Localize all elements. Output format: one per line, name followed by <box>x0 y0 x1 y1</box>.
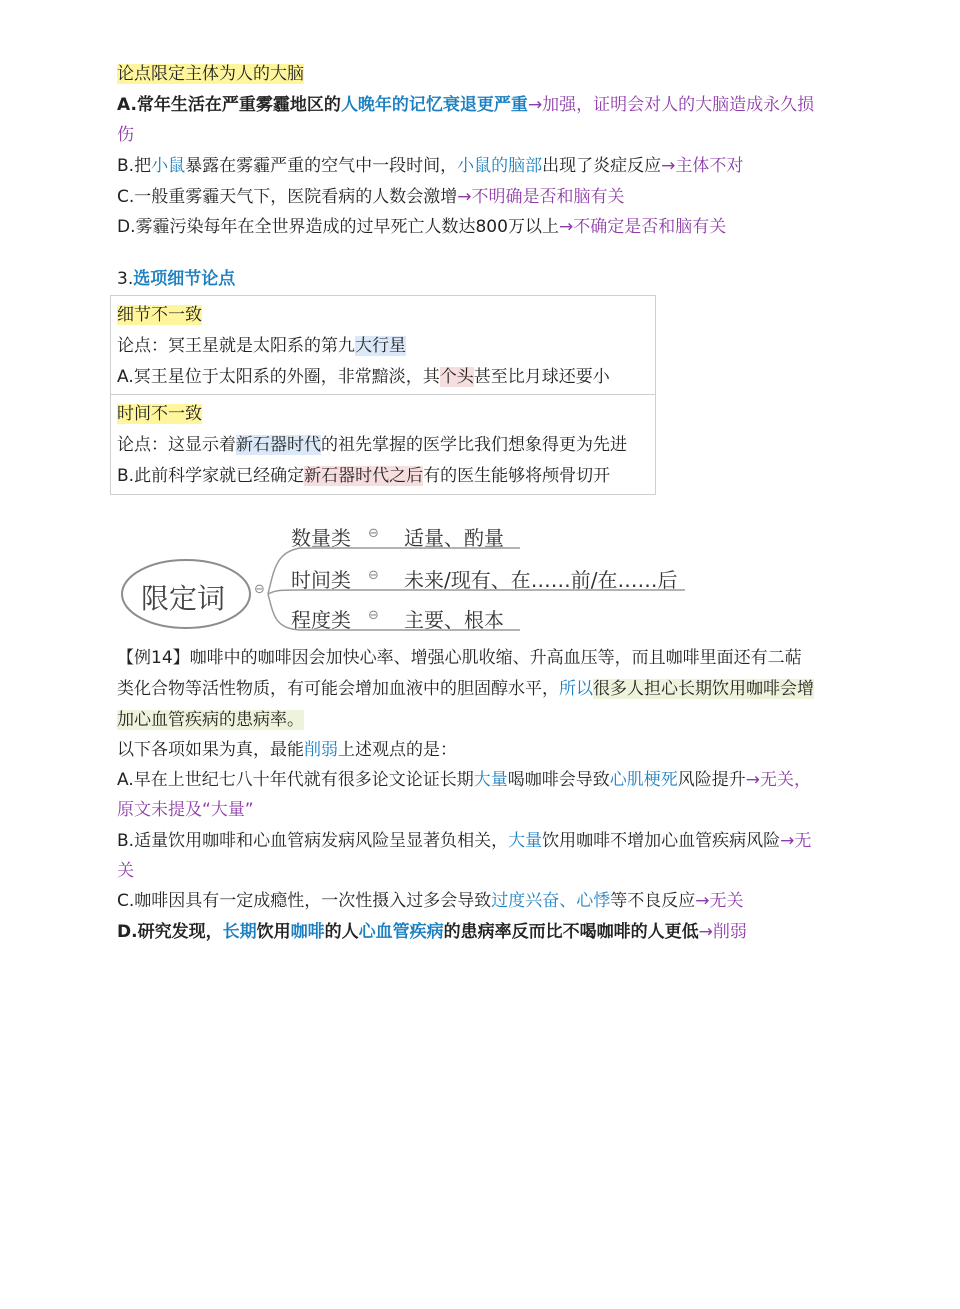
analysis-note: →主体不对 <box>661 156 744 176</box>
analysis-note: →无 <box>780 831 812 851</box>
option-text: D.雾霾污染每年在全世界造成的过早死亡人数达800万以上 <box>117 217 559 237</box>
ex-option-a-line2 <box>117 797 254 823</box>
ex-option-a-line1 <box>117 767 811 793</box>
argument-text: 的祖先掌握的医学比我们想象得更为先进 <box>321 435 627 455</box>
example-stem-line3 <box>117 707 304 733</box>
analysis-note: 关 <box>117 861 134 881</box>
argument-text: 论点：冥王星就是太阳系的第九 <box>117 336 355 356</box>
table-row <box>111 296 655 394</box>
keyword: 小鼠 <box>151 156 186 176</box>
highlight-term: 大行星 <box>355 336 406 356</box>
option-text: 喝咖啡会导致 <box>507 770 610 790</box>
highlight-term: 新石器时代 <box>236 435 321 455</box>
keyword: 大量 <box>508 831 543 851</box>
row-label <box>117 302 202 328</box>
option-text: 饮用咖啡不增加心血管疾病风险 <box>542 831 781 851</box>
analysis-note: 伤 <box>117 125 134 145</box>
keyword: 大量 <box>473 770 508 790</box>
row-label-text: 细节不一致 <box>117 305 202 325</box>
row-label-text: 时间不一致 <box>117 404 202 424</box>
row-label <box>117 401 202 427</box>
collapse-icon[interactable]: ⊖ <box>368 608 379 623</box>
branch-degree-items: 主要、根本 <box>404 608 504 632</box>
option-text: 风险提升 <box>677 770 746 790</box>
highlight-term: 个头 <box>439 367 474 387</box>
option-a-line2 <box>117 122 134 148</box>
option-text: B.把 <box>117 156 152 176</box>
option-text: A.冥王星位于太阳系的外圈，非常黯淡，其 <box>117 367 440 387</box>
option-text: 饮用 <box>256 922 291 942</box>
keyword: 长期 <box>222 922 257 942</box>
question-text: 上述观点的是： <box>338 740 457 760</box>
table-row <box>111 394 655 494</box>
conclusion-highlight: 加心血管疾病的患病率。 <box>117 710 304 730</box>
ex-option-d <box>117 919 747 945</box>
keyword: 所以 <box>559 679 593 699</box>
option-text: 甚至比月球还要小 <box>473 367 610 387</box>
detail-table <box>110 295 656 495</box>
branch-quantity-items: 适量、酌量 <box>404 526 504 550</box>
option-b <box>117 153 743 179</box>
question-text: 以下各项如果为真，最能 <box>117 740 304 760</box>
option-text: 出现了炎症反应 <box>542 156 662 176</box>
branch-degree-label: 程度类 <box>291 608 351 632</box>
option-text: 暴露在雾霾严重的空气中一段时间， <box>185 156 458 176</box>
option-text: 的人 <box>324 922 359 942</box>
keyword: 小鼠的脑部 <box>457 156 543 176</box>
option-text: C.咖啡因具有一定成瘾性，一次性摄入过多会导致 <box>117 891 492 911</box>
option-a-line1 <box>117 92 814 118</box>
branch-time-items: 未来/现有、在……前/在……后 <box>404 568 678 592</box>
option-text: 的患病率反而比不喝咖啡的人更低 <box>443 922 699 942</box>
argument-line <box>117 432 627 458</box>
example-stem-line2 <box>117 676 814 702</box>
example-stem-line1 <box>117 645 802 671</box>
collapse-icon[interactable]: ⊖ <box>368 526 379 541</box>
section-number: 3. <box>117 269 134 289</box>
keyword: 心肌梗死 <box>609 770 678 790</box>
root-collapse-icon[interactable]: ⊖ <box>254 582 265 597</box>
analysis-note: →不确定是否和脑有关 <box>558 217 727 237</box>
keyword: 人晚年的记忆衰退更严重 <box>340 95 528 115</box>
analysis-note: →削弱 <box>698 922 747 942</box>
ex-option-c <box>117 888 744 914</box>
option-c <box>117 184 625 210</box>
option-d <box>117 214 726 240</box>
keyword: 过度兴奋、心悸 <box>491 891 611 911</box>
argument-text: 论点：这显示着 <box>117 435 236 455</box>
analysis-note: →无关， <box>745 770 811 790</box>
option-text: B.适量饮用咖啡和心血管病发病风险呈显著负相关， <box>117 831 509 851</box>
branch-quantity-label: 数量类 <box>291 526 351 550</box>
root-node-label: 限定词 <box>141 582 226 615</box>
stem-text: 【例14】咖啡中的咖啡因会加快心率、增强心肌收缩、升高血压等，而且咖啡里面还有二萜 <box>117 648 802 668</box>
section3-heading <box>117 266 235 292</box>
option-text: 等不良反应 <box>610 891 696 911</box>
option-line <box>117 364 610 390</box>
highlight-term: 新石器时代之后 <box>304 466 424 486</box>
question-line <box>117 737 457 763</box>
keyword: 心血管疾病 <box>358 922 444 942</box>
option-text: A.早在上世纪七八十年代就有很多论文论证长期 <box>117 770 474 790</box>
option-text: A.常年生活在严重雾霾地区的 <box>117 95 341 115</box>
conclusion-highlight: 很多人担心长期饮用咖啡会增 <box>593 679 814 699</box>
option-text: 有的医生能够将颅骨切开 <box>423 466 611 486</box>
ex-option-b-line2 <box>117 858 134 884</box>
section1-heading <box>117 61 304 87</box>
analysis-note: 原文未提及“大量” <box>117 800 254 820</box>
section-title: 选项细节论点 <box>133 269 236 289</box>
collapse-icon[interactable]: ⊖ <box>368 568 379 583</box>
analysis-note: →不明确是否和脑有关 <box>457 187 625 207</box>
keyword: 削弱 <box>304 740 338 760</box>
stem-text: 类化合物等活性物质，有可能会增加血液中的胆固醇水平， <box>117 679 559 699</box>
analysis-note: →无关 <box>695 891 744 911</box>
option-text: D.研究发现， <box>117 922 223 942</box>
option-text: B.此前科学家就已经确定 <box>117 466 305 486</box>
option-text: C.一般重雾霾天气下，医院看病的人数会激增 <box>117 187 458 207</box>
branch-time-label: 时间类 <box>291 568 351 592</box>
ex-option-b-line1 <box>117 828 811 854</box>
heading-text: 论点限定主体为人的大脑 <box>117 64 304 84</box>
analysis-note: →加强，证明会对人的大脑造成永久损 <box>527 95 815 115</box>
argument-line <box>117 333 406 359</box>
option-line <box>117 463 610 489</box>
keyword: 咖啡 <box>290 922 325 942</box>
